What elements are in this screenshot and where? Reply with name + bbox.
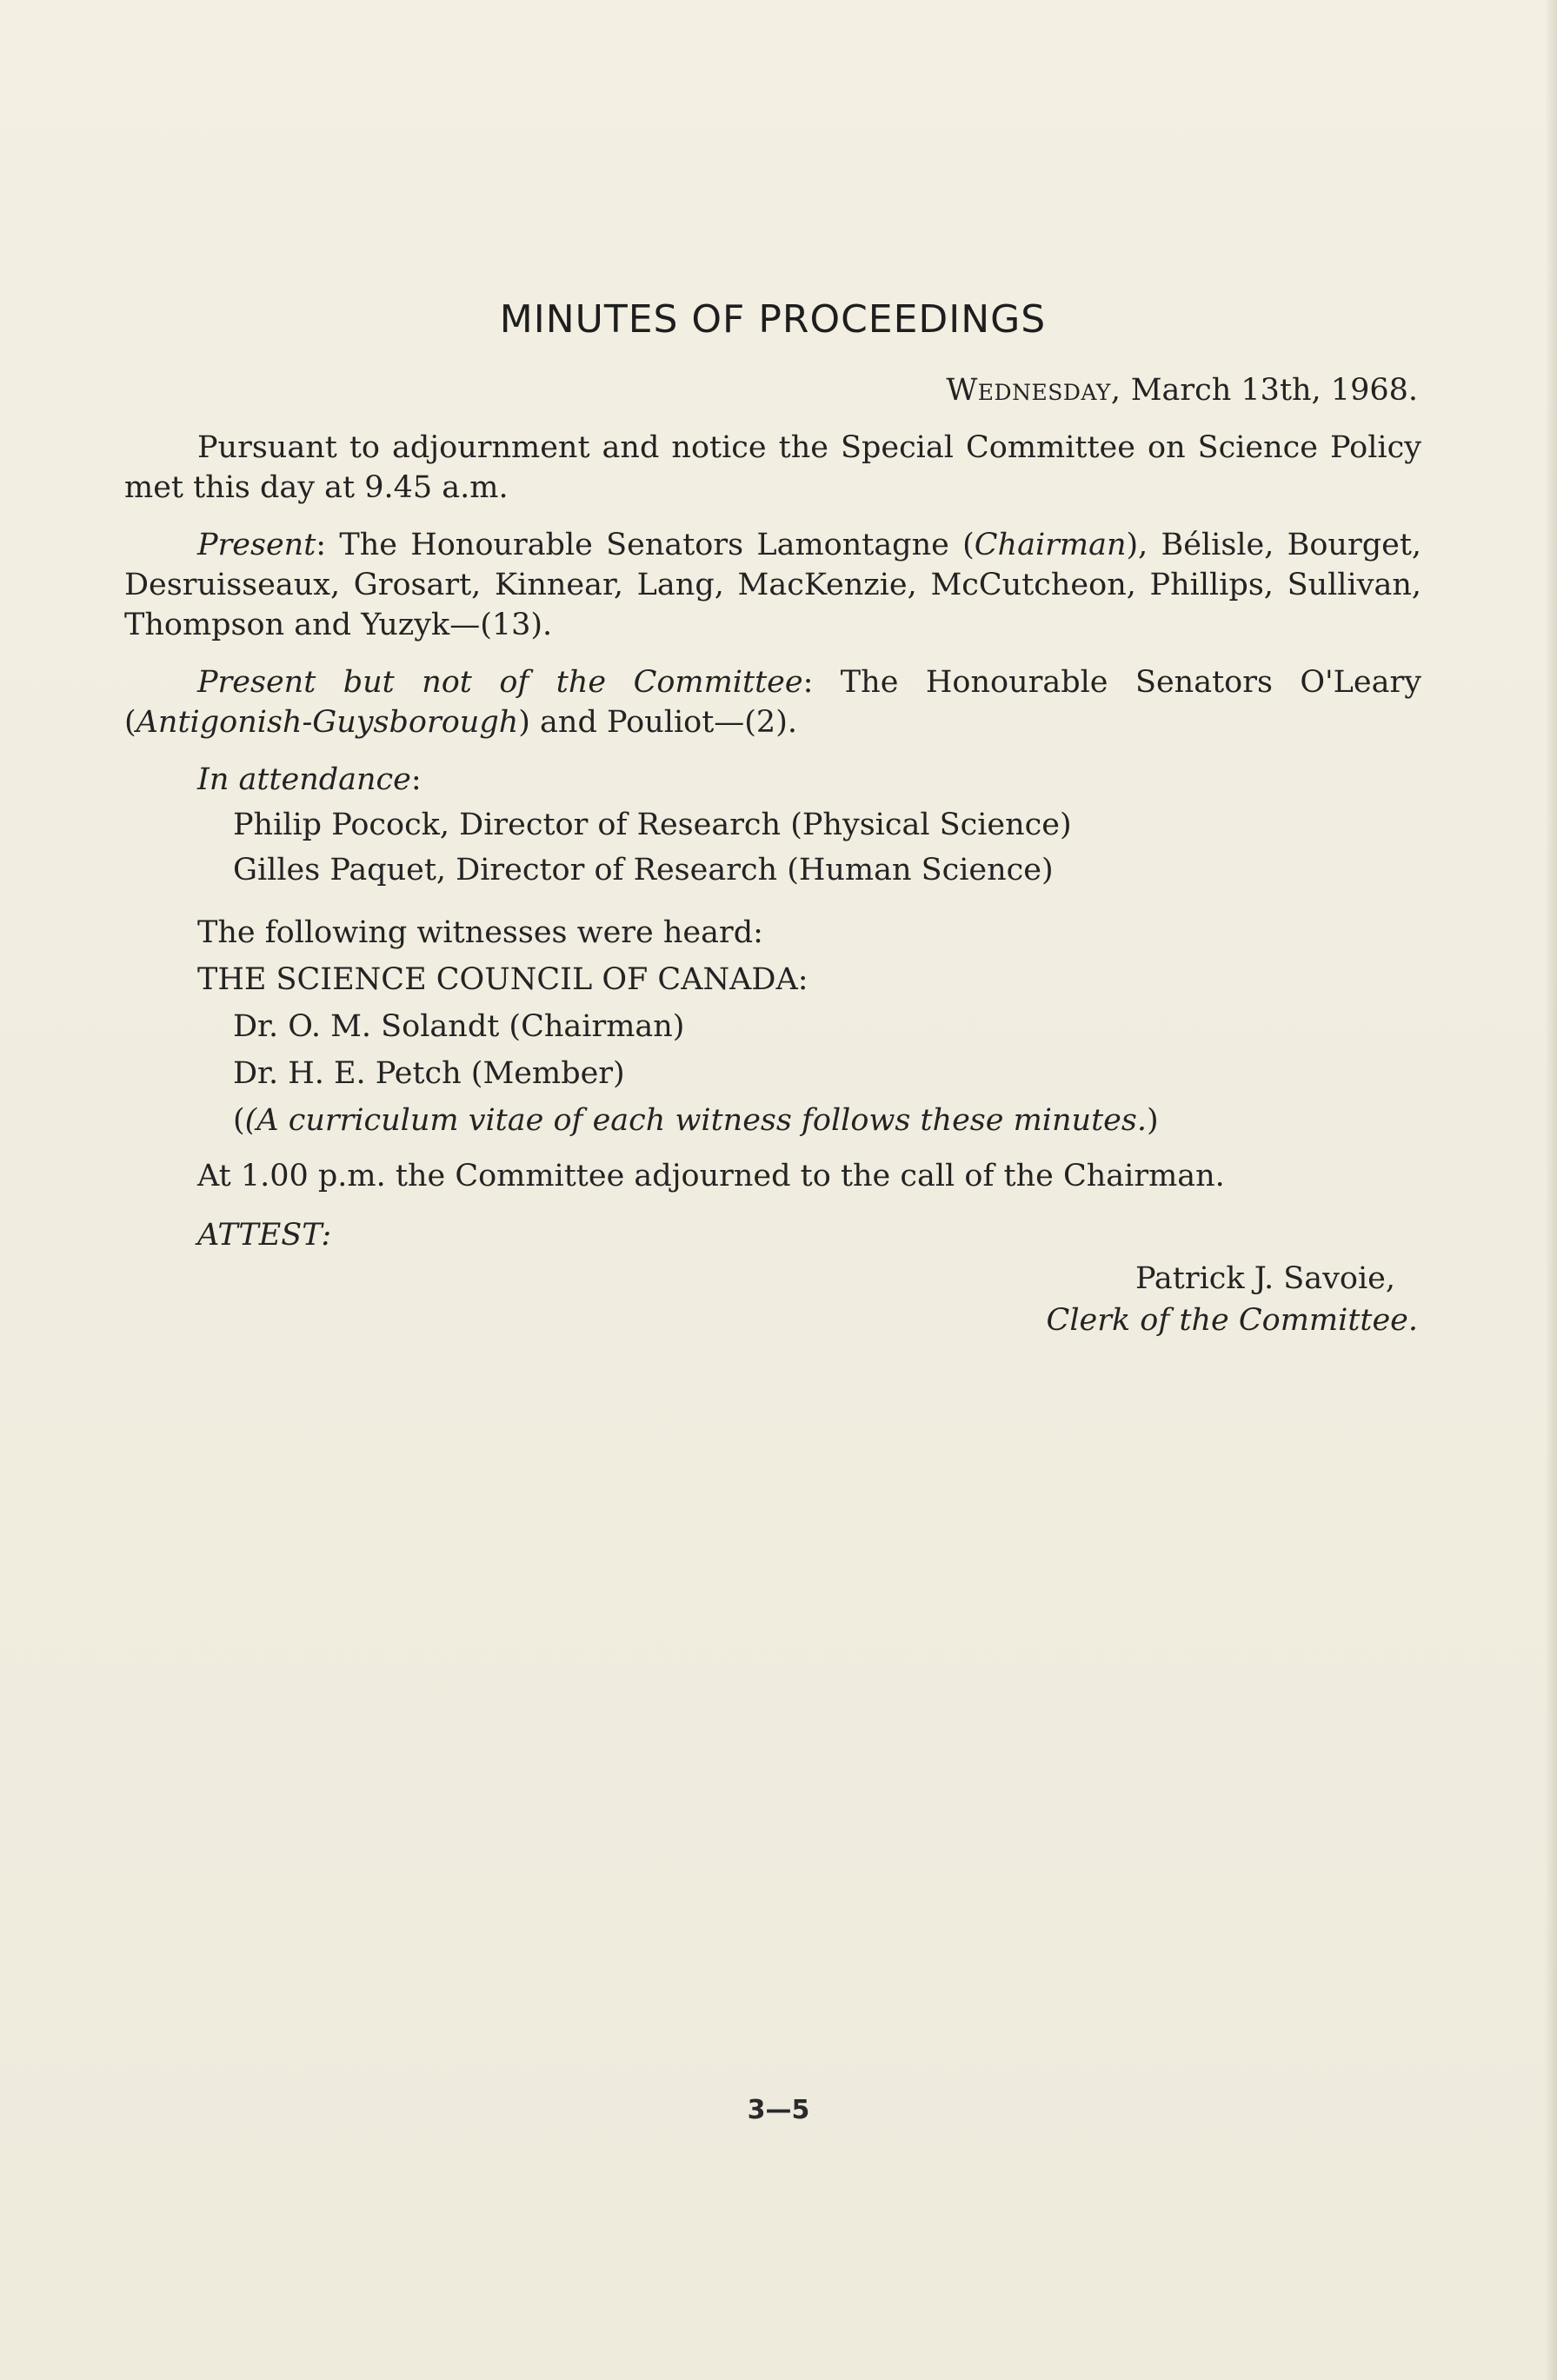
present-paragraph [124, 525, 1421, 645]
curriculum-note-close: ) [1146, 1103, 1159, 1138]
witness-item: Dr. O. M. Solandt (Chairman) [233, 1009, 685, 1044]
clerk-name: Patrick J. Savoie, [1134, 1261, 1395, 1296]
attendance-person: Philip Pocock, Director of Research (Physical Science) [233, 808, 1072, 842]
witness-organization: THE SCIENCE COUNCIL OF CANADA: [197, 962, 808, 997]
page-edge-shadow [1545, 0, 1557, 2380]
witness-item: Dr. H. E. Petch (Member) [233, 1056, 625, 1091]
attendance-label: In attendance [197, 762, 411, 797]
meeting-date [124, 370, 1421, 410]
present-not-text-a: : The Honourable Senators O'Leary ( [124, 665, 1421, 740]
page-title: MINUTES OF PROCEEDINGS [499, 297, 1047, 342]
present-not-paragraph [124, 662, 1421, 742]
meeting-date-text: March 13th, 1968. [1130, 373, 1418, 408]
witnesses-intro: The following witnesses were heard: [197, 915, 763, 950]
attendance-heading [197, 760, 1421, 800]
curriculum-note [233, 1100, 1421, 1140]
clerk-title: Clerk of the Committee. [1046, 1303, 1418, 1338]
curriculum-note-text: (A curriculum vitae of each witness follows these minutes. [244, 1103, 1147, 1138]
adjournment-paragraph: Pursuant to adjournment and notice the Special Committee on Science Policy met this day at 9.45 a.m. [124, 430, 1421, 505]
present-label: Present [197, 528, 316, 562]
adjourn-statement: At 1.00 p.m. the Committee adjourned to the call of the Chairman. [197, 1159, 1225, 1193]
present-not-label: Present but not of the Committee [197, 665, 803, 700]
minutes-body [124, 261, 1421, 1340]
present-chairman: Chairman [974, 528, 1127, 562]
attendance-colon: : [410, 762, 422, 797]
present-not-riding: Antigonish-Guysborough [136, 705, 519, 740]
curriculum-note-open: ( [233, 1103, 245, 1138]
meeting-weekday: Wednesday, [946, 373, 1121, 408]
present-text-a: : The Honourable Senators Lamontagne ( [316, 528, 975, 562]
present-not-text-b: ) and Pouliot—(2). [518, 705, 797, 740]
page-number: 3—5 [747, 2095, 810, 2125]
present-text-b: ), Bélisle, Bourget, Desruisseaux, Grosart, Kinnear, Lang, MacKenzie, McCutcheon, Phillips, Sullivan, Thompson and Yuzyk—(13). [124, 528, 1422, 642]
attendance-person: Gilles Paquet, Director of Research (Human Science) [233, 853, 1054, 888]
attest-label: ATTEST: [197, 1218, 332, 1253]
